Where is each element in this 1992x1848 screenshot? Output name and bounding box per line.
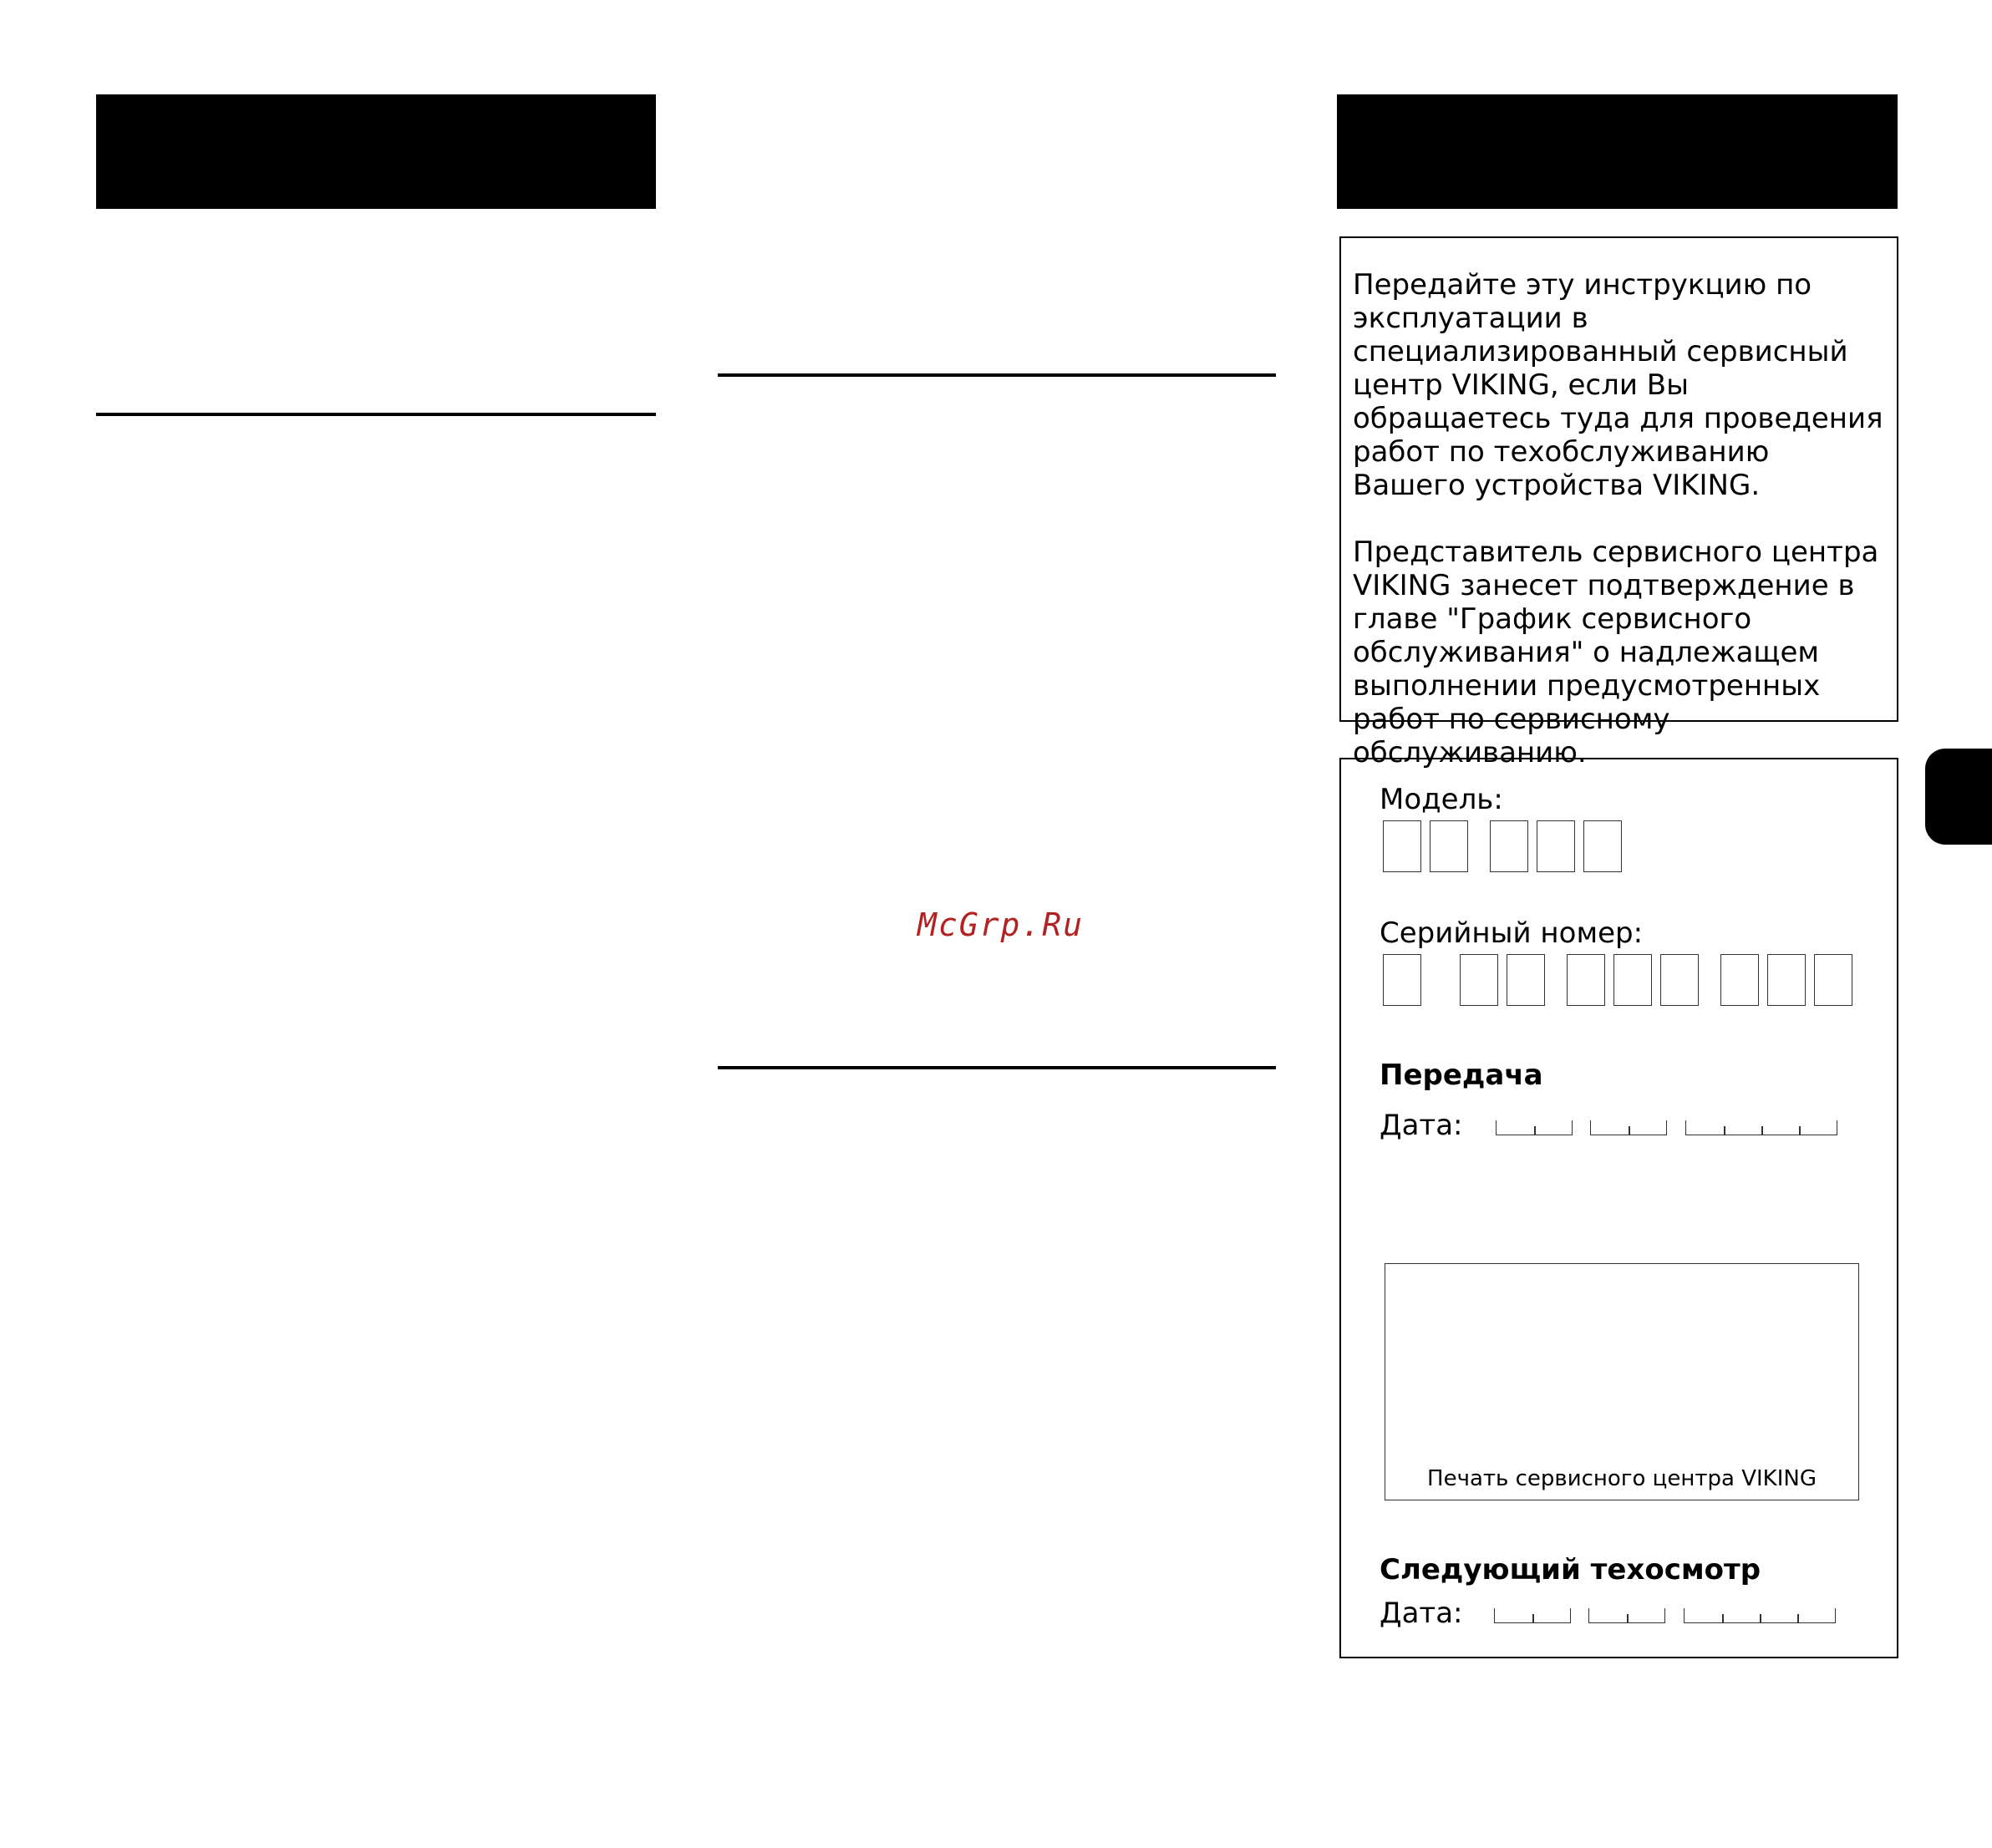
service-form [1339,758,1898,1658]
date-month[interactable] [1590,1120,1667,1135]
model-cell[interactable] [1430,820,1468,872]
instruction-info-box [1339,236,1898,769]
tick [1722,1614,1724,1622]
date-month[interactable] [1588,1608,1665,1623]
tick [1760,1614,1761,1622]
next-date-label: Дата: [1380,1597,1463,1630]
info-paragraph-2: Представитель сервисного центра VIKING занесет подтверждение в главе "График сервисного обслуживания" о надлежащем выполнении предусмотренных работ по сервисному обслуживанию. [1353,536,1879,769]
date-year[interactable] [1684,1608,1836,1623]
tick [1724,1126,1725,1135]
model-cell[interactable] [1383,820,1421,872]
transfer-date-label: Дата: [1380,1109,1463,1142]
middle-divider-top [718,373,1276,377]
stamp-label: Печать сервисного центра VIKING [1427,1466,1817,1491]
left-divider [96,413,656,416]
transfer-heading: Передача [1380,1059,1543,1092]
middle-divider-bottom [718,1066,1276,1069]
serial-cell[interactable] [1507,954,1545,1006]
serial-cell[interactable] [1767,954,1806,1006]
serial-number-field[interactable] [1383,954,1859,1008]
date-day[interactable] [1494,1608,1571,1623]
serial-cell[interactable] [1383,954,1421,1006]
serial-cell[interactable] [1720,954,1759,1006]
right-header-bar [1337,94,1898,209]
tick [1799,1126,1801,1135]
tick [1629,1126,1630,1135]
serial-cell[interactable] [1814,954,1852,1006]
serial-cell[interactable] [1660,954,1699,1006]
model-cell[interactable] [1490,820,1528,872]
watermark: McGrp.Ru [917,906,1085,943]
model-field[interactable] [1383,820,1634,874]
side-tab [1925,749,1992,845]
tick [1761,1126,1763,1135]
tick [1534,1126,1536,1135]
model-cell[interactable] [1537,820,1575,872]
model-label: Модель: [1380,783,1503,816]
tick [1532,1614,1534,1622]
stamp-area[interactable] [1385,1263,1859,1500]
date-year[interactable] [1685,1120,1837,1135]
serial-cell[interactable] [1460,954,1498,1006]
tick [1627,1614,1629,1622]
serial-cell[interactable] [1613,954,1652,1006]
tick [1797,1614,1799,1622]
left-header-bar [96,94,656,209]
serial-cell[interactable] [1567,954,1605,1006]
transfer-date-field[interactable] [1496,1120,1847,1137]
info-paragraph-1: Передайте эту инструкцию по эксплуатации в специализированный сервисный центр VIKING, если Вы обращаетесь туда для проведения работ по техобслуживанию Вашего устройства VIKING. [1353,268,1883,502]
info-text [1353,268,1885,769]
date-day[interactable] [1496,1120,1573,1135]
next-service-date-field[interactable] [1494,1608,1845,1625]
model-cell[interactable] [1583,820,1622,872]
next-service-heading: Следующий техосмотр [1380,1553,1761,1587]
serial-label: Серийный номер: [1380,916,1644,950]
